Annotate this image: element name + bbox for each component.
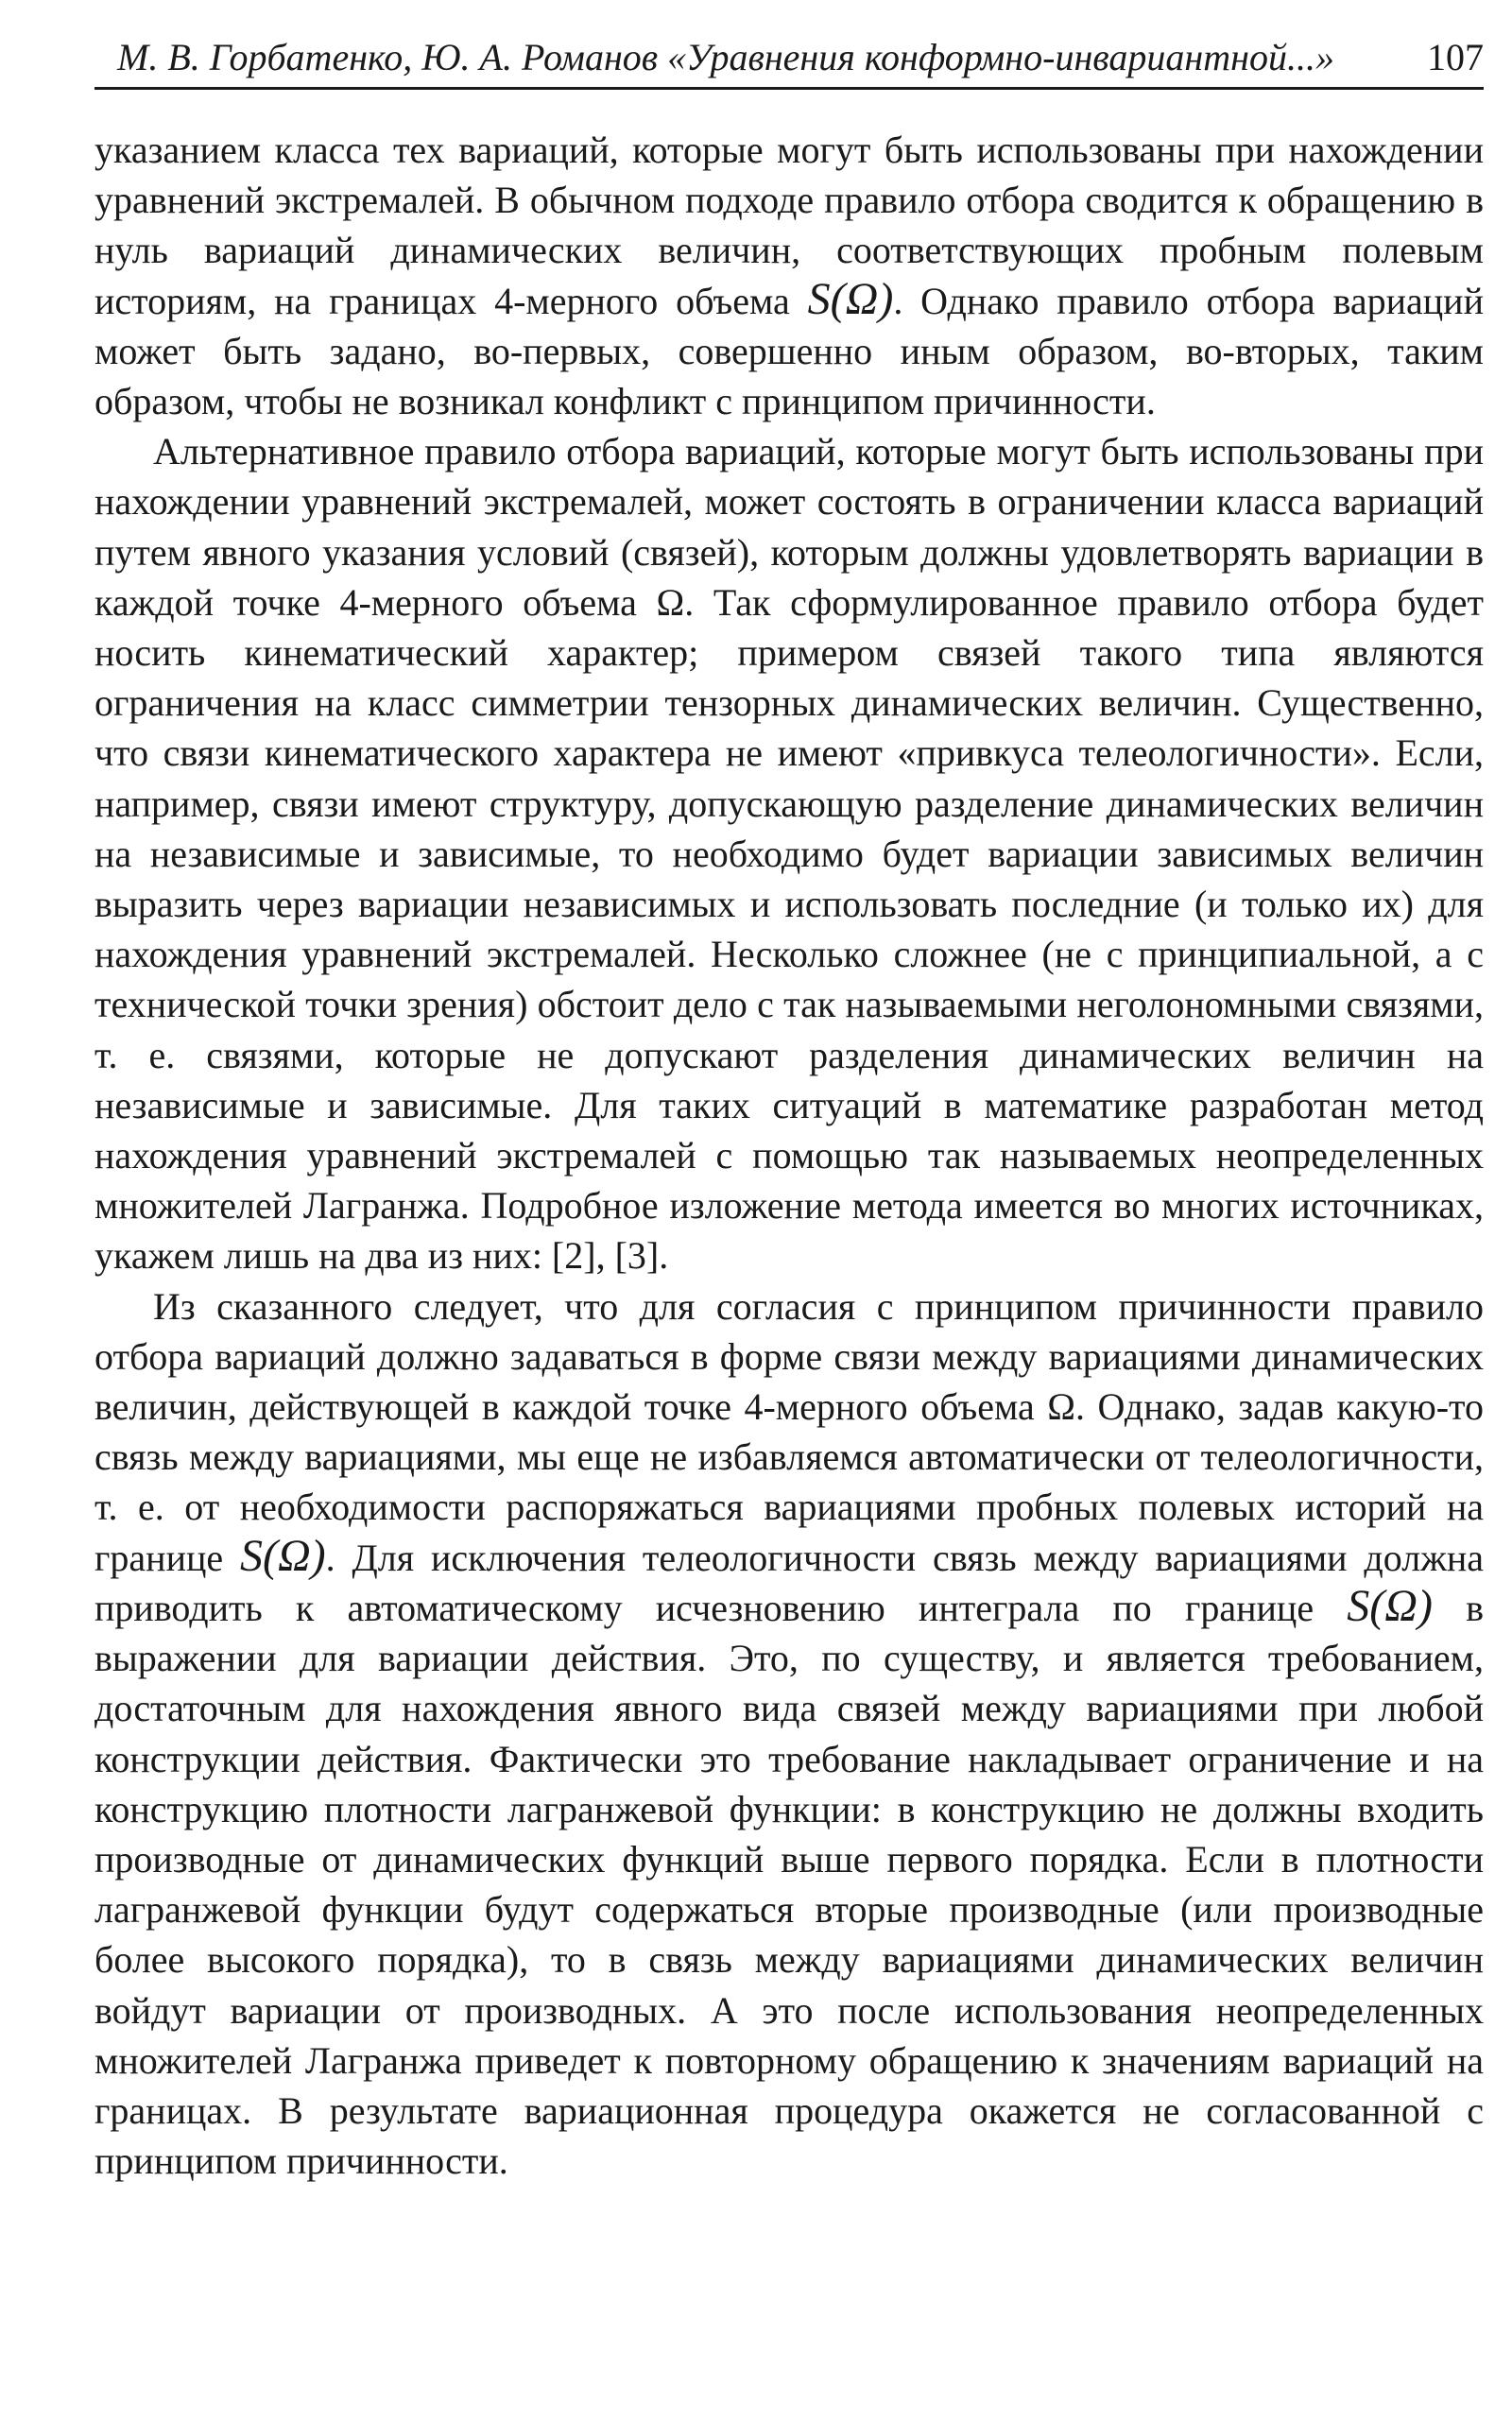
page-number: 107 [1427,36,1484,78]
paragraph-1-text-a: указанием класса тех вариаций, которые могут быть использованы при нахождении уравнений экстремалей. В обычном подходе правило отбора сводится к обращению в нуль вариаций динамических величин, соответствующих пробным полевым историям, на границах 4-мерного объема [94,129,1484,322]
boundary-formula: S(Ω) [1347,1580,1433,1631]
body-text [94,125,1484,2186]
paragraph-3-text-b: . Для исключения телеологичности связь между вариациями должна приводить к автоматическому исчезновению интеграла по границе [94,1536,1484,1629]
paragraph-1-text-b: . Однако правило отбора вариаций может быть задано, во-первых, совершенно иным образом, во-вторых, таким образом, чтобы не возникал конфликт с принципом причинности. [94,279,1484,423]
boundary-formula: S(Ω) [239,1530,326,1581]
paragraph-3-text-a: Из сказанного следует, что для согласия с принципом причинности правило отбора вариаций должно задаваться в форме связи между вариациями динамических величин, действующей в каждой точке 4-мерного объема Ω. Однако, задав какую-то связь между вариациями, мы еще не избавляемся автоматически от телеологичности, т. е. от необходимости распоряжаться вариациями пробных полевых историй на границе [94,1284,1484,1579]
paragraph-3 [94,1281,1484,2187]
boundary-formula: S(Ω) [807,273,894,324]
paragraph-3-text-c: в выражении для вариации действия. Это, по существу, и является требованием, достаточным для нахождения явного вида связей между вариациями при любой конструкции действия. Фактически это требование накладывает ограничение и на конструкцию плотности лагранжевой функции: в конструкцию не должны входить производные от динамических функций выше первого порядка. Если в плотности лагранжевой функции будут содержаться вторые производные (или производные более высокого порядка), то в связь между вариациями динамических величин войдут вариации от производных. А это после использования неопределенных множителей Лагранжа приведет к повторному обращению к значениям вариаций на границах. В результате вариационная процедура окажется не согласованной с принципом причинности. [94,1586,1484,2183]
paragraph-1 [94,125,1484,426]
running-header [94,21,1484,90]
running-title: М. В. Горбатенко, Ю. А. Романов «Уравнения конформно-инвариантной...» [117,36,1334,78]
paragraph-2: Альтернативное правило отбора вариаций, которые могут быть использованы при нахождении уравнений экстремалей, может состоять в ограничении класса вариаций путем явного указания условий (связей), которым должны удовлетворять вариации в каждой точке 4-мерного объема Ω. Так сформулированное правило отбора будет носить кинематический характер; примером связей такого типа являются ограничения на класс симметрии тензорных динамических величин. Существенно, что связи кинематического характера не имеют «привкуса телеологичности». Если, например, связи имеют структуру, допускающую разделение динамических величин на независимые и зависимые, то необходимо будет вариации зависимых величин выразить через вариации независимых и использовать последние (и только их) для нахождения уравнений экстремалей. Несколько сложнее (не с принципиальной, а с технической точки зрения) обстоит дело с так называемыми неголономными связями, т. е. связями, которые не допускают разделения динамических величин на независимые и зависимые. Для таких ситуаций в математике разработан метод нахождения уравнений экстремалей с помощью так называемых неопределенных множителей Лагранжа. Подробное изложение метода имеется во многих источниках, укажем лишь на два из них: [2], [3]. [94,430,1484,1278]
